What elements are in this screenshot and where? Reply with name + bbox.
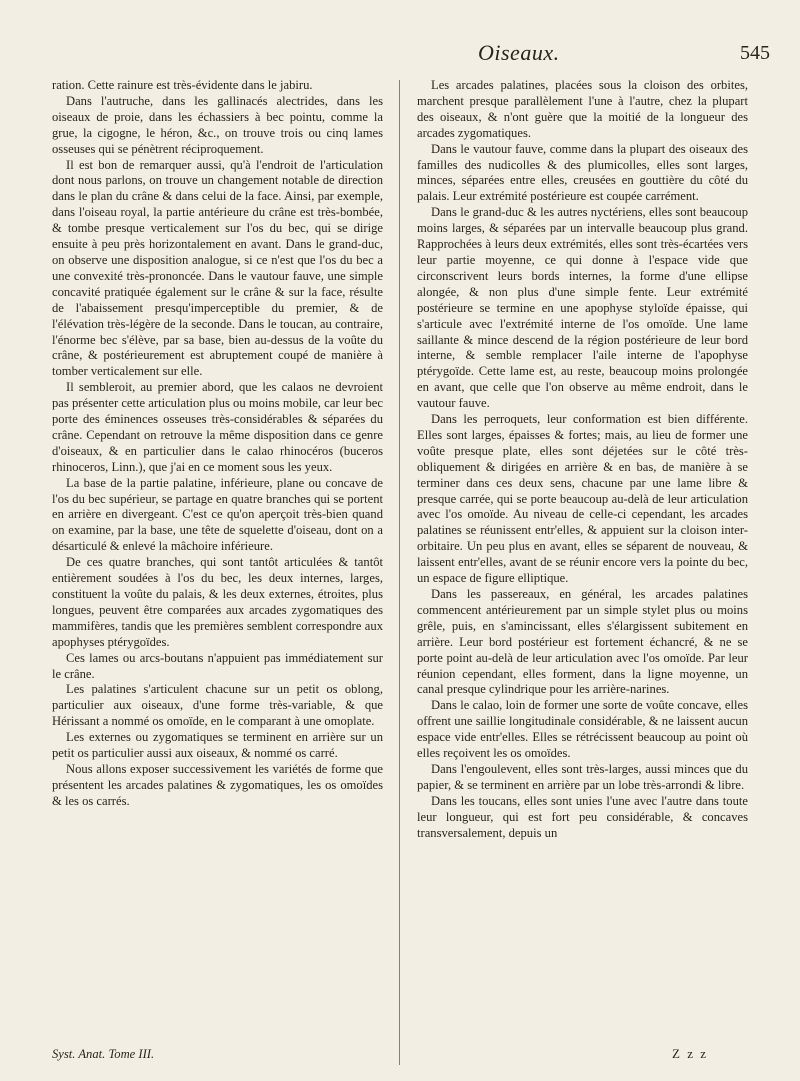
paragraph: Dans les toucans, elles sont unies l'une avec l'autre dans toute leur longueur, qui est fort peu considérable, & concaves transversalement, depuis un (417, 793, 748, 840)
paragraph: Les palatines s'articulent chacune sur un petit os oblong, particulier aux oiseaux, d'une forme très-variable, & que Hérissant a nommé os omoïde, en le comparant à une omoplate. (52, 682, 383, 729)
paragraph: Dans le calao, loin de former une sorte de voûte concave, elles offrent une saillie longitudinale considérable, & ne laissent aucun espace vide entr'elles. Elles se rétrécissent beaucoup au point où elles reçoivent les os omoïdes. (417, 698, 748, 761)
running-title: Oiseaux. (478, 40, 560, 65)
paragraph: Dans le vautour fauve, comme dans la plupart des oiseaux des familles des nudicolles & des plumicolles, elles sont larges, minces, séparées entre elles, creusées en gouttière du côté du palais. Leur extrémité postérieure est coupée carrément. (417, 141, 748, 204)
right-column (417, 78, 748, 842)
paragraph: Ces lames ou arcs-boutans n'appuient pas immédiatement sur le crâne. (52, 650, 383, 681)
paragraph: Il sembleroit, au premier abord, que les calaos ne devroient pas présenter cette articulation plus ou moins mobile, car leur bec porte des éminences osseuses très-considérables & séparées du crâne. Cependant on retrouve la même disposition dans ce genre d'oiseaux, & en particulier dans le calao rhinocéros (buceros rhinoceros, Linn.), que j'ai en ce moment sous les yeux. (52, 380, 383, 474)
paragraph: Nous allons exposer successivement les variétés de forme que présentent les arcades palatines & zygomatiques, les os omoïdes & les os carrés. (52, 761, 383, 808)
footer-source: Syst. Anat. Tome III. (52, 1047, 155, 1061)
left-column (52, 78, 383, 810)
page-number: 545 (740, 42, 770, 64)
paragraph: ration. Cette rainure est très-évidente dans le jabiru. (52, 78, 313, 92)
paragraph: Dans le grand-duc & les autres nyctériens, elles sont beaucoup moins larges, & séparées par un intervalle beaucoup plus grand. Rapprochées à leurs deux extrémités, elles sont très-écartées vers leur partie moyenne, ce qui donne à l'espace vide que circonscrivent leurs bords internes, la forme d'une ellipse alongée, & non plus d'une simple fente. Leur extrémité postérieure se termine en une apophyse styloïde épaisse, qui s'articule avec l'extrémité interne de l'os omoïde. Une lame saillante & mince descend de la région postérieure de leur bord interne, & semble remplacer l'aile interne de l'apophyse ptérygoïde. Cette lame est, au reste, beaucoup moins prolongée en avant, que celle que l'on observe au même endroit, dans le vautour fauve. (417, 205, 748, 411)
paragraph: Dans l'autruche, dans les gallinacés alectrides, dans les oiseaux de proie, dans les échassiers à bec pointu, comme la grue, la cigogne, le héron, &c., on trouve trois ou cinq lames osseuses qui se pénètrent réciproquement. (52, 93, 383, 156)
paragraph: Il est bon de remarquer aussi, qu'à l'endroit de l'articulation dont nous parlons, on trouve un changement notable de direction dans le plan du crâne & dans celui de la face. Ainsi, par exemple, dans l'oiseau royal, la partie antérieure du crâne est très-bombée, & tombe presque verticalement sur l'os du bec, qui se dirige ensuite à peu près horizontalement en avant. Dans le grand-duc, on observe une disposition analogue, si ce n'est que l'os du bec a une convexité très-prononcée. Dans le vautour fauve, une simple concavité pratiquée également sur le crâne & sur la face, résulte de l'abaissement presqu'imperceptible du premier, & de l'élévation très-légère de la seconde. Dans le toucan, au contraire, l'énorme bec s'élève, par sa base, bien au-dessus de la voûte du crâne, & postérieurement est abruptement coupé de manière à tomber verticalement sur elle. (52, 157, 383, 379)
paragraph: Les externes ou zygomatiques se terminent en arrière sur un petit os particulier aussi aux oiseaux, & nommé os carré. (52, 730, 383, 761)
signature-mark: Z z z (672, 1046, 708, 1061)
paragraph: De ces quatre branches, qui sont tantôt articulées & tantôt entièrement soudées à l'os du bec, les deux internes, larges, constituent la voûte du palais, & les deux externes, étroites, plus longues, peuvent être comparées aux arcades zygomatiques des mammifères, tandis que les premières semblent correspondre aux apophyses ptérygoïdes. (52, 555, 383, 649)
column-divider (399, 80, 400, 1065)
paragraph: Les arcades palatines, placées sous la cloison des orbites, marchent presque parallèlement l'une à l'autre, chez la plupart des oiseaux, & n'ont guère que la moitié de la longueur des arcades zygomatiques. (417, 78, 748, 140)
paragraph: Dans les passereaux, en général, les arcades palatines commencent antérieurement par un simple stylet plus ou moins grêle, puis, en s'amincissant, elles s'élargissent subitement en arrière. Leur bord postérieur est fortement échancré, & ne se porte point au-delà de leur articulation avec l'os omoïde. Par leur réunion cependant, elles forment, dans la ligne moyenne, un canal presque cylindrique pour les arrière-narines. (417, 587, 748, 697)
page-header (0, 40, 800, 70)
paragraph: Dans les perroquets, leur conformation est bien différente. Elles sont larges, épaisses & fortes; mais, au lieu de former une voûte presque plate, elles sont déjetées sur le côté très-obliquement & dirigées en arrière & en bas, de manière à se terminer dans ces deux sens, chacune par une lame libre & presque carrée, qui se porte beaucoup au-delà de leur articulation avec l'os omoïde. Au niveau de celle-ci cependant, les arcades palatines se réunissent entr'elles, & appuient sur la cloison inter-orbitaire. Un peu plus en avant, elles se séparent de nouveau, & laissent entr'elles, avant de se réunir encore vers la pointe du bec, un espace de figure elliptique. (417, 412, 748, 586)
paragraph: La base de la partie palatine, inférieure, plane ou concave de l'os du bec supérieur, se partage en quatre branches qui se portent en arrière en divergeant. C'est ce qu'on aperçoit très-bien quand on examine, par la base, une tête de squelette d'oiseau, dont on a désarticulé & enlevé la mâchoire inférieure. (52, 475, 383, 554)
paragraph: Dans l'engoulevent, elles sont très-larges, aussi minces que du papier, & se terminent en arrière par un lobe très-arrondi & libre. (417, 761, 748, 792)
